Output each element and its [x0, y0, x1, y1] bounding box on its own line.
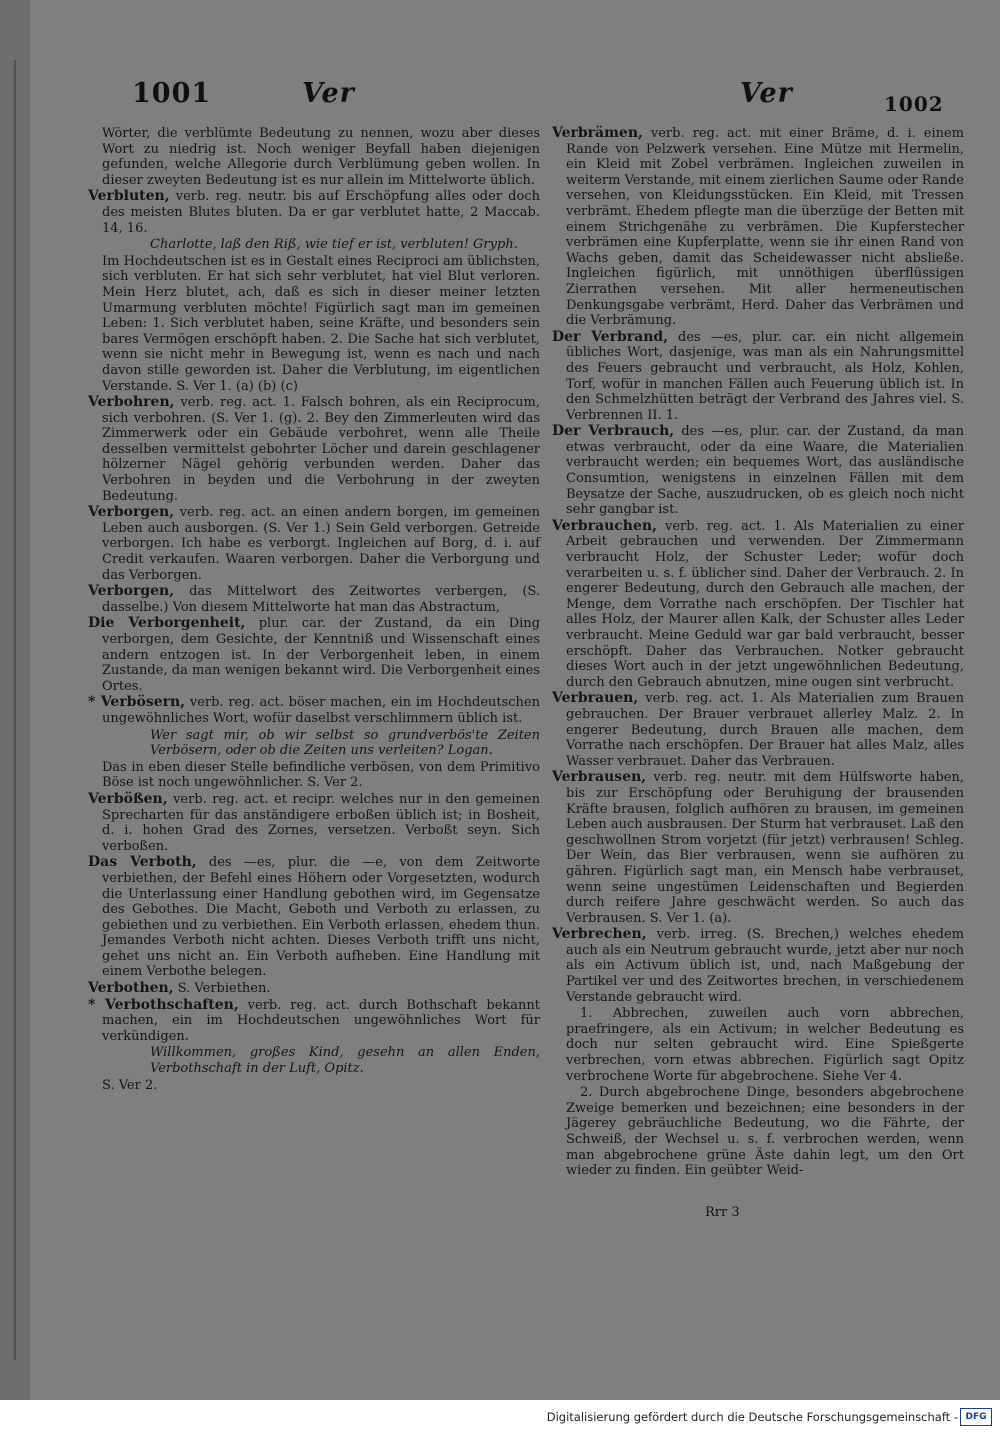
entry-text: Wer sagt mir, ob wir selbst so grundverbös'te Zeiten Verbösern, oder ob die Zeiten uns verleiten? Logan.	[150, 727, 540, 759]
dictionary-entry	[88, 792, 540, 854]
entry-headword: * Verbothschaften,	[88, 996, 239, 1013]
entry-text: verb. reg. act. 1. Als Materialien zu einer Arbeit gebrauchen und verwenden. Der Zimmermann verbraucht Holz, der Schuster Leder; wofür doch verarbeiten u. s. f. üblicher sind. Daher der Verbrauch. 2. In engerer Bedeutung, durch den Gebrauch alle machen, der Menge, dem Vorrathe nach erschöpfen. Der Tischler hat alles Holz, der Maurer allen Kalk, der Schuster alles Leder verbraucht. Meine Geduld war gar bald verbraucht, besser erschöpft. Daher das Verbrauchen. Notker gebraucht dieses Wort auch in der jetzt ungewöhnlichen Bedeutung, durch den Gebrauch abnutzen, mine ougen sint verbrucht.	[566, 518, 964, 690]
entry-text: S. Verbiethen.	[173, 981, 271, 997]
dfg-logo-icon[interactable]: DFG	[960, 1408, 992, 1426]
right-page-number: 1002	[884, 92, 944, 116]
entry-text: Willkommen, großes Kind, gesehn an allen Enden, Verbothschaft in der Luft, Opitz.	[150, 1045, 540, 1077]
entry-text: Im Hochdeutschen ist es in Gestalt eines Reciproci am üblichsten, sich verbluten. Er hat sich sehr verblutet, hat viel Blut verloren. Mein Herz blutet, ach, daß es sich in dieser meiner letzten Umarmung verbluten möchte! Figürlich sagt man im gemeinen Leben: 1. Sich verblutet haben, seine Kräfte, und besonders sein bares Vermögen erschöpft haben. 2. Die Sache hat sich verblutet, wenn sie nicht mehr in Bewegung ist, wenn es nach und nach davon stille geworden ist. Daher die Verblutung, im eigentlichen Verstande. S. Ver 1. (a) (b) (c)	[102, 253, 540, 394]
entry-headword: Verborgen,	[88, 583, 175, 600]
signature-mark: Rrr 3	[705, 1205, 740, 1220]
entry-paragraph	[88, 254, 540, 394]
entry-text: verb. irreg. (S. Brechen,) welches ehedem auch als ein Neutrum gebraucht wurde, jetzt aber nur noch als ein Activum üblich ist, und, nach Maßgebung der Partikel ver und des Zeitwortes brechen, in verschiedenem Verstande gebraucht wird.	[566, 927, 964, 1005]
dictionary-entry	[552, 424, 964, 518]
entry-text: verb. reg. act. 1. Falsch bohren, als ein Reciprocum, sich verbohren. (S. Ver 1. (g). 2. Bey den Zimmerleuten wird das Zimmerwerk oder ein Gebäude verbohret, wenn alle Theile desselben vermittelst gebohrter Löcher und darein geschlagener hölzerner Nägel gehörig verbunden werden. Daher das Verbohren in beyden und die Verbohrung in der zweyten Bedeutung.	[102, 395, 540, 504]
dictionary-entry	[552, 691, 964, 769]
entry-headword: Verbrämen,	[552, 125, 643, 141]
left-page-number: 1001	[132, 78, 212, 109]
entry-headword: Der Verbrauch,	[552, 423, 675, 440]
entry-text: verb. reg. neutr. mit dem Hülfsworte haben, bis zur Erschöpfung oder Beruhigung der brausenden Kräfte brausen, folglich aufhören zu brausen, im gemeinen Leben auch ausbrausen. Der Sturm hat verbrauset. Laß den geschwollnen Strom vorjetzt (für jetzt) verbrausen! Schleg. Der Wein, das Bier verbrausen, wenn sie aufhören zu gähren. Figürlich sagt man, ein Mensch habe verbrauset, wenn seine ungestümen Leidenschaften und Begierden durch reifere Jahre geschwächt werden. So auch das Verbrausen. S. Ver 1. (a).	[566, 770, 964, 926]
entry-text: Wörter, die verblümte Bedeutung zu nennen, wozu aber dieses Wort zu niedrig ist. Noch weniger Beyfall haben diejenigen gefunden, welche Allegorie durch Verblümung geben wollen. In dieser zweyten Bedeutung ist es nur allein im Mittelworte üblich.	[102, 126, 540, 188]
dictionary-entry	[88, 998, 540, 1045]
entry-text: verb. reg. act. böser machen, ein im Hochdeutschen ungewöhnliches Wort, wofür daselbst verschlimmern üblich ist.	[102, 695, 540, 726]
entry-headword: Verbluten,	[88, 188, 170, 205]
entry-headword: Das Verboth,	[88, 854, 197, 871]
dictionary-entry	[552, 330, 964, 424]
left-running-head: Ver	[302, 78, 355, 109]
entry-headword: Der Verbrand,	[552, 328, 669, 345]
entry-paragraph	[552, 1006, 964, 1084]
entry-headword: * Verbösern,	[88, 694, 186, 711]
quotation	[88, 1045, 540, 1076]
gutter-line	[14, 60, 16, 1360]
entry-text: Charlotte, laß den Riß, wie tief er ist, verbluten! Gryph.	[150, 237, 518, 253]
entry-paragraph	[88, 126, 540, 188]
dictionary-entry	[88, 395, 540, 504]
quotation	[88, 728, 540, 759]
entry-text: verb. reg. act. an einen andern borgen, im gemeinen Leben auch ausborgen. (S. Ver 1.) Sein Geld verborgen. Getreide verborgen. Ich habe es verborgt. Ingleichen auf Borg, d. i. auf Credit verkaufen. Waaren verborgen. Daher die Verborgung und das Verborgen.	[102, 505, 540, 583]
dictionary-entry	[88, 584, 540, 615]
entry-headword: Die Verborgenheit,	[88, 615, 246, 632]
entry-paragraph	[552, 1085, 964, 1179]
dictionary-entry	[552, 126, 964, 329]
entry-text: 1. Abbrechen, zuweilen auch vorn abbrechen, praefringere, als ein Activum; in welcher Bedeutung es doch nur selten gebraucht wird. Eine Spießgerte verbrechen, vorn etwas abbrechen. Figürlich sagt Opitz verbrochene Worte für abgebrochene. Siehe Ver 4.	[566, 1006, 964, 1084]
left-text-column	[88, 126, 540, 1094]
entry-headword: Verbohren,	[88, 394, 175, 411]
entry-text: verb. reg. act. 1. Als Materialien zum Brauen gebrauchen. Der Brauer verbrauet allerley Malz. 2. In engerer Bedeutung, durch Brauen alle machen, dem Vorrathe nach erschöpfen. Der Brauer hat alles Malz, alles Wasser verbrauet. Daher das Verbrauen.	[566, 691, 964, 769]
entry-headword: Verborgen,	[88, 504, 175, 521]
entry-paragraph	[88, 760, 540, 791]
dictionary-entry	[552, 519, 964, 691]
entry-text: des —es, plur. car. ein nicht allgemein übliches Wort, dasjenige, was man als ein Nahrungsmittel des Feuers gebraucht und verbraucht, als Holz, Kohlen, Torf, wofür in manchen Fällen auch Feuerung üblich ist. In den Schmelzhütten beträgt der Verbrand des Jahres viel. S. Verbrennen II. 1.	[566, 329, 964, 423]
entry-headword: Verbrechen,	[552, 926, 647, 943]
entry-text: plur. car. der Zustand, da ein Ding verborgen, dem Gesichte, der Kenntniß und Wissenschaft eines andern entzogen ist. In der Verborgenheit leben, in einem Zustande, da man wenigen bekannt wird. Die Verborgenheit eines Ortes.	[102, 616, 540, 694]
entry-text: verb. reg. act. durch Bothschaft bekannt machen, ein im Hochdeutschen ungewöhnliches Wort für verkündigen.	[102, 997, 541, 1044]
entry-headword: Verbrauchen,	[552, 517, 657, 534]
dictionary-entry	[552, 770, 964, 926]
right-running-head: Ver	[740, 78, 793, 109]
entry-headword: Verbrauen,	[552, 690, 639, 707]
right-text-column	[552, 126, 964, 1180]
footer-bar	[0, 1400, 1000, 1432]
dictionary-entry	[88, 855, 540, 980]
entry-headword: Verbößen,	[88, 790, 168, 807]
funding-credit: Digitalisierung gefördert durch die Deutsche Forschungsgemeinschaft -	[546, 1410, 958, 1424]
dictionary-entry	[88, 695, 540, 726]
dictionary-entry	[88, 189, 540, 236]
entry-text: S. Ver 2.	[102, 1077, 158, 1093]
dictionary-entry	[88, 616, 540, 694]
entry-text: verb. reg. act. et recipr. welches nur in den gemeinen Sprecharten für das anständigere erboßen üblich ist; in Bosheit, d. i. hohen Grad des Zornes, versetzen. Verboßt seyn. Sich verboßen.	[102, 791, 540, 854]
entry-text: verb. reg. act. mit einer Bräme, d. i. einem Rande von Pelzwerk versehen. Eine Mütze mit Hermelin, ein Kleid mit Zobel verbrämen. Ingleichen zuweilen in weiterm Verstande, mit einem zierlichen Saume oder Rande versehen, von Kleidungsstücken. Ein Kleid, mit Tressen verbrämt. Ehedem pflegte man die überzüge der Betten mit einem Strichgenähe zu verbrämen. Die Kupferstecher verbrämen eine Kupferplatte, wenn sie ihr einen Rand von Wachs geben, damit das Scheidewasser nicht absließe. Ingleichen figürlich, mit unnöthigen überflüssigen Zierrathen versehen. Mit aller hermeneutischen Denkungsgabe verbrämt, Herd. Daher das Verbrämen und die Verbrämung.	[566, 126, 964, 329]
dictionary-entry	[552, 927, 964, 1005]
entry-headword: Verbrausen,	[552, 769, 647, 786]
entry-text: Das in eben dieser Stelle befindliche verbösen, von dem Primitivo Böse ist noch ungewöhnlicher. S. Ver 2.	[102, 759, 540, 791]
quotation	[88, 237, 540, 253]
entry-headword: Verbothen,	[88, 980, 174, 997]
dictionary-entry	[88, 981, 540, 997]
entry-text: verb. reg. neutr. bis auf Erschöpfung alles oder doch des meisten Blutes bluten. Da er gar verblutet hatte, 2 Maccab. 14, 16.	[102, 189, 540, 236]
entry-text: des —es, plur. die —e, von dem Zeitworte verbiethen, der Befehl eines Höhern oder Vorgesetzten, wodurch die Unterlassung einer Handlung gebothen wird, im Gegensatze des Gebothes. Die Macht, Geboth und Verboth zu erlassen, zu gebiethen und zu verbiethen. Ein Verboth erlassen, ehedem thun. Jemandes Verboth nicht achten. Dieses Verboth trifft uns nicht, gehet uns nicht an. Ein Verboth aufheben. Eine Handlung mit einem Verbothe belegen.	[102, 855, 540, 980]
dictionary-entry	[88, 505, 540, 583]
entry-text: das Mittelwort des Zeitwortes verbergen, (S. dasselbe.) Von diesem Mittelworte hat man das Abstractum,	[102, 584, 540, 615]
entry-text: 2. Durch abgebrochene Dinge, besonders abgebrochene Zweige bemerken und bezeichnen; eine besonders in der Jägerey gebräuchliche Bedeutung, wo die Fährte, der Schweiß, der Wechsel u. s. f. verbrochen werden, wenn man abgebrochene grüne Äste dahin legt, um den Ort wieder zu finden. Ein geübter Weid-	[566, 1085, 964, 1179]
entry-text: des —es, plur. car. der Zustand, da man etwas verbraucht, oder da eine Waare, die Materialien verbraucht werden; ein bequemes Wort, das ausländische Consumtion, wenigstens in einzelnen Fällen mit dem Beysatze der Sache, auszudrucken, ob es gleich noch nicht sehr gangbar ist.	[566, 424, 965, 518]
entry-paragraph	[88, 1078, 540, 1094]
